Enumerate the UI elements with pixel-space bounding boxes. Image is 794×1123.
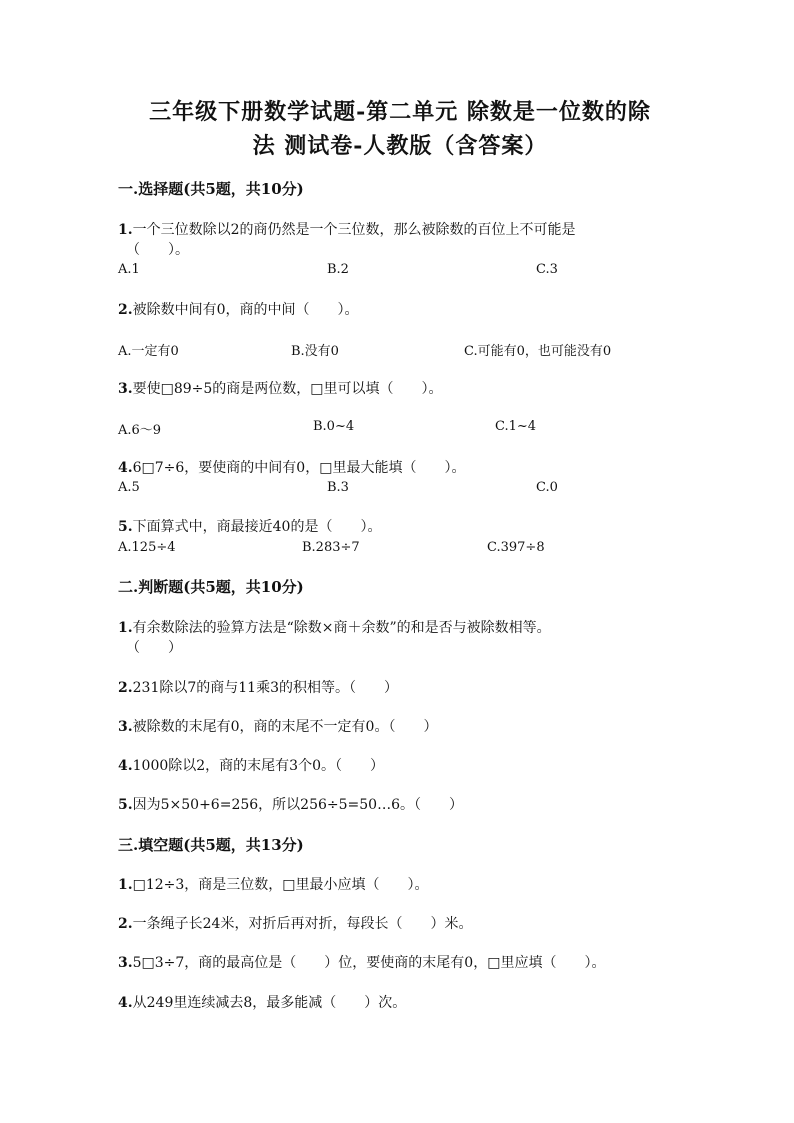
question-number: 4. — [118, 758, 133, 774]
question-text: 231除以7的商与11乘3的积相等。（ ） — [132, 680, 398, 696]
question-number: 2. — [118, 680, 133, 696]
section-heading-judgement: 二.判断题(共5题，共10分) — [118, 578, 304, 596]
question-text: 有余数除法的验算方法是“除数×商＋余数”的和是否与被除数相等。 — [132, 620, 551, 636]
question-number: 4. — [118, 995, 133, 1011]
question-2-1 — [118, 617, 551, 637]
question-number: 3. — [118, 955, 133, 971]
question-3-1 — [118, 874, 429, 894]
option-b: B.没有0 — [291, 344, 339, 359]
option-a: A.6～9 — [118, 423, 162, 438]
question-number: 4. — [118, 460, 133, 476]
question-number: 1. — [118, 620, 133, 636]
question-text: 从249里连续减去8，最多能减（ ）次。 — [132, 995, 407, 1011]
option-b: B.0~4 — [313, 419, 355, 434]
question-number: 5. — [118, 797, 133, 813]
option-a: A.1 — [118, 262, 140, 277]
option-c: C.3 — [536, 262, 558, 277]
question-text: 5□3÷7，商的最高位是（ ）位，要使商的末尾有0，□里应填（ ）。 — [132, 955, 606, 971]
question-text: 一个三位数除以2的商仍然是一个三位数，那么被除数的百位上不可能是 — [132, 222, 576, 238]
question-number: 1. — [118, 877, 133, 893]
question-text: 要使□89÷5的商是两位数，□里可以填（ ）。 — [132, 381, 443, 397]
question-2-3 — [118, 716, 437, 736]
option-a: A.一定有0 — [118, 344, 179, 359]
question-3-3 — [118, 952, 605, 972]
question-1-5 — [118, 516, 381, 536]
question-3-2 — [118, 913, 472, 933]
question-number: 3. — [118, 719, 133, 735]
question-number: 2. — [118, 916, 133, 932]
option-b: B.2 — [327, 262, 349, 277]
option-c: C.397÷8 — [487, 540, 545, 555]
question-number: 3. — [118, 381, 133, 397]
section-heading-fill-in: 三.填空题(共5题，共13分) — [118, 836, 304, 854]
question-text: 一条绳子长24米，对折后再对折，每段长（ ）米。 — [132, 916, 473, 932]
question-3-4 — [118, 992, 406, 1012]
option-a: A.125÷4 — [118, 540, 176, 555]
question-text: 被除数中间有0，商的中间（ ）。 — [132, 302, 359, 318]
question-2-4 — [118, 755, 384, 775]
option-c: C.0 — [536, 480, 558, 495]
question-1-4 — [118, 457, 465, 477]
page-title-line-2: 法 测试卷-人教版（含答案） — [252, 133, 548, 159]
section-heading-choice: 一.选择题(共5题，共10分) — [118, 180, 304, 198]
option-c: C.1~4 — [495, 419, 537, 434]
question-text: □12÷3，商是三位数，□里最小应填（ ）。 — [132, 877, 429, 893]
option-a: A.5 — [118, 480, 140, 495]
question-1-3 — [118, 378, 443, 398]
question-number: 1. — [118, 222, 133, 238]
question-2-2 — [118, 677, 398, 697]
option-b: B.283÷7 — [302, 540, 360, 555]
question-text: 下面算式中，商最接近40的是（ ）。 — [132, 519, 382, 535]
question-1-2 — [118, 299, 359, 319]
question-text: 1000除以2，商的末尾有3个0。（ ） — [132, 758, 384, 774]
question-1-1-continued: （ ）。 — [126, 242, 189, 258]
page-title-line-1: 三年级下册数学试题-第二单元 除数是一位数的除 — [149, 99, 651, 125]
question-text: 6□7÷6，要使商的中间有0，□里最大能填（ ）。 — [132, 460, 466, 476]
question-2-5 — [118, 794, 463, 814]
question-1-1 — [118, 219, 576, 239]
option-b: B.3 — [327, 480, 349, 495]
question-number: 2. — [118, 302, 133, 318]
option-c: C.可能有0，也可能没有0 — [464, 344, 612, 359]
question-number: 5. — [118, 519, 133, 535]
question-text: 被除数的末尾有0，商的末尾不一定有0。（ ） — [132, 719, 438, 735]
question-text: 因为5×50+6=256，所以256÷5=50…6。（ ） — [132, 797, 463, 813]
question-2-1-continued: （ ） — [126, 640, 182, 656]
